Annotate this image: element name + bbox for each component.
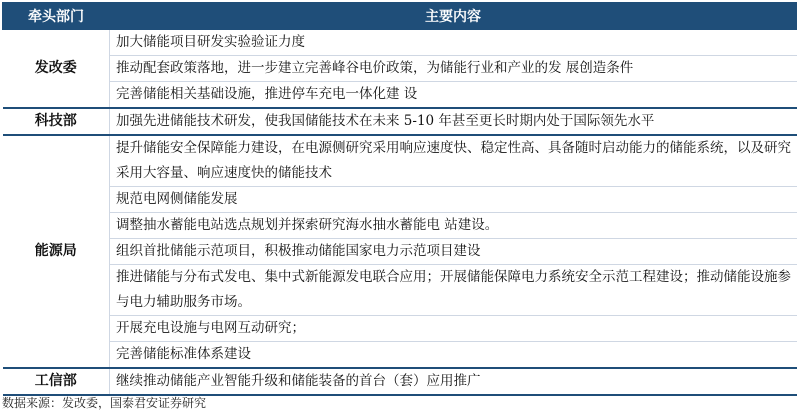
- table-row: [3, 108, 797, 135]
- content-cell: 完善储能相关基础设施，推进停车充电一体化建 设: [110, 82, 797, 109]
- dept-cell: 科技部: [3, 108, 110, 135]
- content-cell: 完善储能标准体系建设: [110, 342, 797, 369]
- table-row: [3, 316, 797, 342]
- content-cell: 继续推动储能产业智能升级和储能装备的首台（套）应用推广: [110, 368, 797, 395]
- header-content: 主要内容: [110, 3, 797, 30]
- header-dept: 牵头部门: [3, 3, 110, 30]
- content-cell: 规范电网侧储能发展: [110, 187, 797, 213]
- table-row: [3, 187, 797, 213]
- data-source-note: 数据来源：发改委，国泰君安证券研究: [2, 396, 207, 410]
- dept-cell: 能源局: [3, 135, 110, 368]
- content-cell: 调整抽水蓄能电站选点规划并探索研究海水抽水蓄能电 站建设。: [110, 213, 797, 239]
- table-row: [3, 135, 797, 187]
- table-row: [3, 239, 797, 265]
- table-row: [3, 368, 797, 395]
- content-cell: 推动配套政策落地，进一步建立完善峰谷电价政策，为储能行业和产业的发 展创造条件: [110, 56, 797, 82]
- table-row: [3, 265, 797, 316]
- content-cell: 加大储能项目研发实验验证力度: [110, 30, 797, 56]
- table-row: [3, 342, 797, 369]
- table-row: [3, 213, 797, 239]
- content-cell: 加强先进储能技术研发，使我国储能技术在未来 5-10 年甚至更长时期内处于国际领先水平: [110, 108, 797, 135]
- dept-cell: 工信部: [3, 368, 110, 395]
- table-row: [3, 56, 797, 82]
- content-cell: 组织首批储能示范项目，积极推动储能国家电力示范项目建设: [110, 239, 797, 265]
- table-row: [3, 82, 797, 109]
- content-cell: 开展充电设施与电网互动研究；: [110, 316, 797, 342]
- content-cell: 推进储能与分布式发电、集中式新能源发电联合应用；开展储能保障电力系统安全示范工程建设；推动储能设施参与电力辅助服务市场。: [110, 265, 797, 316]
- policy-table: [2, 2, 797, 396]
- content-cell: 提升储能安全保障能力建设，在电源侧研究采用响应速度快、稳定性高、具备随时启动能力的储能系统，以及研究采用大容量、响应速度快的储能技术: [110, 135, 797, 187]
- dept-cell: 发改委: [3, 30, 110, 109]
- table-row: [3, 30, 797, 56]
- table-header-row: [3, 3, 797, 30]
